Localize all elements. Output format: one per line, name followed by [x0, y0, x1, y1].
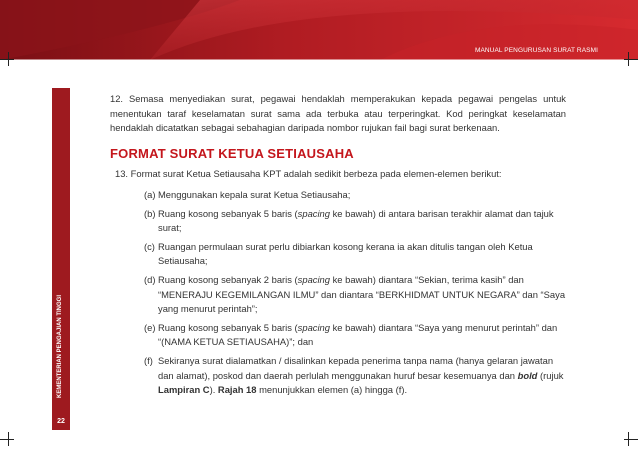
- page-number: 22: [57, 418, 65, 425]
- list-item-text: Ruang kosong sebanyak 2 baris (spacing ke bawah) diantara “Sekian, terima kasih” dan “MENERAJU KEGEMILANGAN ILMU” dan diantara “BERKHIDMAT UNTUK NEGARA” dan “Saya yang menurut perintah”;: [158, 273, 566, 315]
- list-item-text: Ruang kosong sebanyak 5 baris (spacing ke bawah) di antara barisan terakhir alamat dan tajuk surat;: [158, 207, 554, 234]
- main-content: [110, 92, 566, 402]
- paragraph-13: 13. Format surat Ketua Setiausaha KPT adalah sedikit berbeza pada elemen-elemen berikut:: [115, 168, 502, 180]
- paragraph-12: 12. Semasa menyediakan surat, pegawai hendaklah memperakukan kepada pegawai pengelas untuk menentukan taraf keselamatan surat sama ada terbuka atau terperingkat. Kod peringkat keselamatan hendaklah dicatatkan sebagai sebahagian daripada nombor rujukan fail bagi surat berkenaan.: [110, 93, 566, 134]
- list-item: [110, 207, 566, 236]
- list-item-text: Sekiranya surat dialamatkan / disalinkan kepada penerima tanpa nama (hanya gelaran jawatan dan alamat), poskod dan daerah perlulah menggunakan huruf besar kesemuanya dan bold (rujuk Lampiran C). Rajah 18 menunjukkan elemen (a) hingga (f).: [158, 354, 564, 396]
- list-item: [110, 188, 566, 203]
- list-item-label: (b): [144, 207, 156, 219]
- section-heading: FORMAT SURAT KETUA SETIAUSAHA: [110, 145, 354, 161]
- ref-rajah-18: Rajah 18: [217, 384, 257, 396]
- crop-mark: [0, 59, 14, 60]
- list-item-label: (e): [144, 321, 156, 333]
- ref-lampiran-c: Lampiran C: [158, 384, 210, 396]
- list-item: [110, 273, 566, 317]
- crop-mark: [0, 439, 14, 440]
- list-item-text: Menggunakan kepala surat Ketua Setiausaha;: [158, 188, 351, 200]
- header-title: MANUAL PENGURUSAN SURAT RASMI: [474, 47, 598, 54]
- list-item-label: (a): [144, 188, 156, 200]
- list-item-label: (f): [144, 354, 153, 366]
- crop-mark: [624, 59, 638, 60]
- sidebar-label: KEMENTERIAN PENGAJIAN TINGGI: [57, 294, 63, 398]
- list-item-text: Ruang kosong sebanyak 5 baris (spacing ke bawah) diantara “Saya yang menurut perintah” dan “(NAMA KETUA SETIAUSAHA)”; dan: [158, 321, 558, 348]
- list-item: [110, 354, 566, 398]
- list-item-text: Ruangan permulaan surat perlu dibiarkan kosong kerana ia akan ditulis tangan oleh Ketua Setiausaha;: [158, 240, 533, 267]
- list-item-label: (d): [144, 273, 156, 285]
- list-item: [110, 321, 566, 350]
- list-item-label: (c): [144, 240, 155, 252]
- crop-mark: [624, 439, 638, 440]
- list-item: [110, 240, 566, 269]
